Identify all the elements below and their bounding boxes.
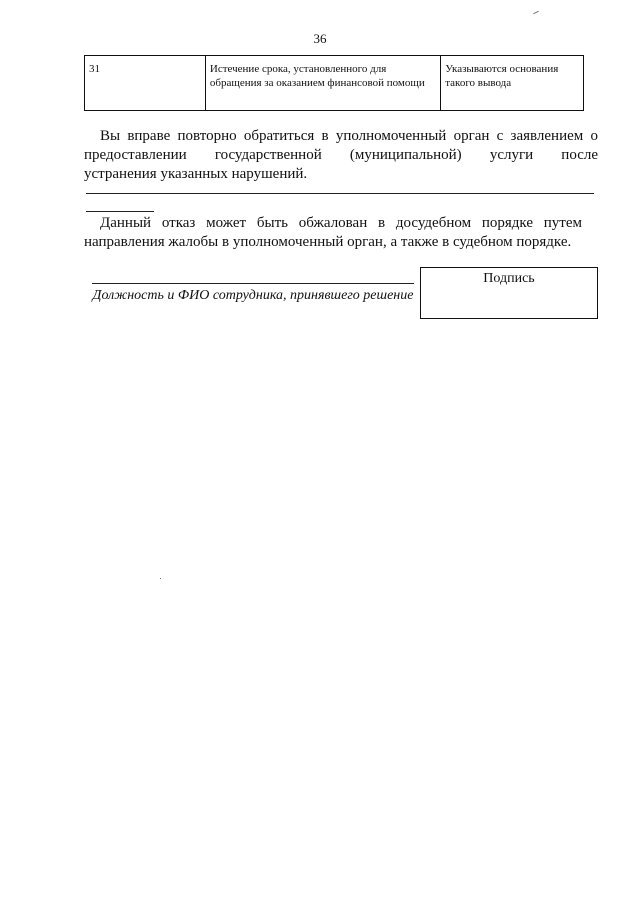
scan-artifact bbox=[533, 11, 539, 14]
official-name-line bbox=[92, 283, 414, 284]
reason-number-cell: 31 bbox=[85, 56, 206, 111]
appeal-notice-line: Данный отказ может быть обжалован в досудебном порядке путем bbox=[100, 215, 582, 231]
retry-notice bbox=[84, 127, 598, 184]
signature-label: Подпись bbox=[483, 271, 535, 286]
page-number: 36 bbox=[313, 31, 327, 46]
scan-artifact bbox=[160, 578, 161, 579]
retry-notice-line: Вы вправе повторно обратиться в уполномоченный орган с заявлением о bbox=[100, 128, 598, 144]
signature-box bbox=[420, 267, 598, 319]
retry-notice-line: устранения указанных нарушений. bbox=[84, 166, 308, 182]
appeal-notice-line: направления жалобы в уполномоченный орган, а также в судебном порядке. bbox=[84, 234, 572, 250]
reasons-table bbox=[84, 55, 584, 111]
divider bbox=[86, 211, 154, 212]
signature-block bbox=[84, 263, 604, 323]
table-row bbox=[85, 56, 584, 111]
retry-notice-line: предоставлении государственной (муниципальной) услуги после bbox=[84, 147, 598, 163]
reason-explanation-cell: Указываются основания такого вывода bbox=[441, 56, 584, 111]
reason-text-cell: Истечение срока, установленного для обращения за оказанием финансовой помощи bbox=[205, 56, 440, 111]
reasons-table-body bbox=[85, 56, 584, 111]
official-caption: Должность и ФИО сотрудника, принявшего решение bbox=[92, 288, 414, 303]
appeal-notice bbox=[84, 214, 598, 252]
fill-in-line bbox=[86, 193, 594, 194]
